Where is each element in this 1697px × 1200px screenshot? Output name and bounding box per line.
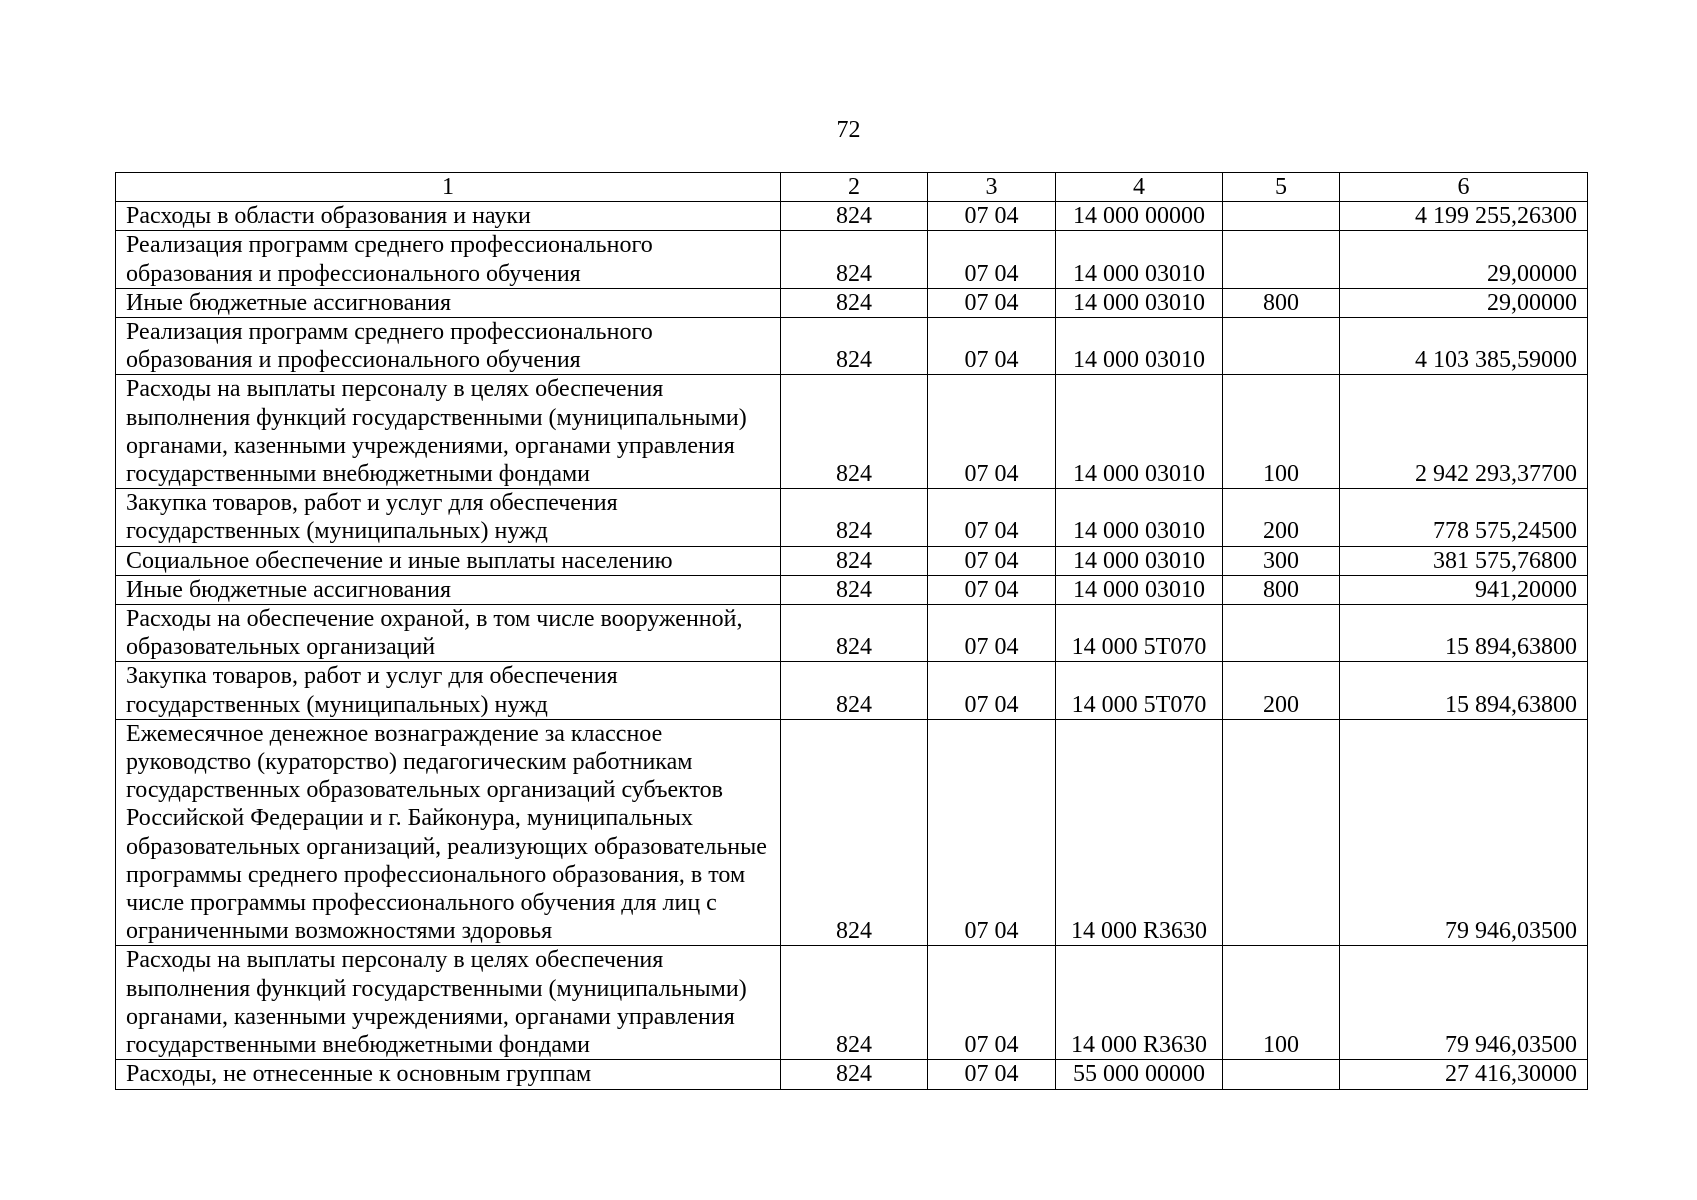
row-article: 14 000 03010 [1056,546,1223,575]
row-code: 824 [781,546,928,575]
row-amount: 79 946,03500 [1340,946,1588,1060]
row-article: 14 000 R3630 [1056,946,1223,1060]
table-row [116,288,1588,317]
row-section: 07 04 [928,605,1056,662]
row-section: 07 04 [928,375,1056,489]
row-name: Ежемесячное денежное вознаграждение за классное руководство (кураторство) педагогическим работникам государственных образовательных организаций субъектов Российской Федерации и г. Байконура, муниципальных образовательных организаций, реализующих образовательные программы среднего профессионального образования, в том числе программы профессионального обучения для лиц с ограниченными возможностями здоровья [116,719,781,946]
table-header-row [116,173,1588,202]
row-amount: 381 575,76800 [1340,546,1588,575]
row-amount: 2 942 293,37700 [1340,375,1588,489]
row-code: 824 [781,231,928,288]
row-type: 100 [1223,946,1340,1060]
row-article: 14 000 03010 [1056,575,1223,604]
column-header-code: 2 [781,173,928,202]
row-amount: 941,20000 [1340,575,1588,604]
row-type [1223,605,1340,662]
row-section: 07 04 [928,1060,1056,1089]
row-section: 07 04 [928,489,1056,546]
row-name: Реализация программ среднего профессионального образования и профессионального обучения [116,318,781,375]
row-amount: 29,00000 [1340,288,1588,317]
column-header-name: 1 [116,173,781,202]
row-type: 800 [1223,575,1340,604]
row-name: Иные бюджетные ассигнования [116,575,781,604]
table-row [116,946,1588,1060]
row-article: 14 000 5Т070 [1056,605,1223,662]
row-code: 824 [781,575,928,604]
row-amount: 4 199 255,26300 [1340,202,1588,231]
row-article: 14 000 00000 [1056,202,1223,231]
row-code: 824 [781,1060,928,1089]
row-type: 300 [1223,546,1340,575]
column-header-type: 5 [1223,173,1340,202]
row-name: Расходы на выплаты персоналу в целях обеспечения выполнения функций государственными (муниципальными) органами, казенными учреждениями, органами управления государственными внебюджетными фондами [116,946,781,1060]
row-type [1223,719,1340,946]
row-code: 824 [781,318,928,375]
row-amount: 79 946,03500 [1340,719,1588,946]
row-amount: 4 103 385,59000 [1340,318,1588,375]
table-row [116,231,1588,288]
row-amount: 15 894,63800 [1340,662,1588,719]
row-amount: 27 416,30000 [1340,1060,1588,1089]
row-section: 07 04 [928,318,1056,375]
row-name: Закупка товаров, работ и услуг для обеспечения государственных (муниципальных) нужд [116,662,781,719]
row-article: 14 000 5Т070 [1056,662,1223,719]
row-code: 824 [781,489,928,546]
row-name: Расходы, не отнесенные к основным группам [116,1060,781,1089]
row-section: 07 04 [928,231,1056,288]
row-code: 824 [781,288,928,317]
row-section: 07 04 [928,202,1056,231]
row-article: 14 000 03010 [1056,231,1223,288]
row-type [1223,1060,1340,1089]
row-section: 07 04 [928,288,1056,317]
row-code: 824 [781,946,928,1060]
table-row [116,1060,1588,1089]
row-type: 200 [1223,662,1340,719]
row-name: Иные бюджетные ассигнования [116,288,781,317]
row-amount: 15 894,63800 [1340,605,1588,662]
row-code: 824 [781,719,928,946]
table-row [116,546,1588,575]
table-row [116,375,1588,489]
row-code: 824 [781,202,928,231]
row-article: 14 000 03010 [1056,318,1223,375]
row-type [1223,318,1340,375]
row-type [1223,231,1340,288]
row-section: 07 04 [928,575,1056,604]
row-name: Социальное обеспечение и иные выплаты населению [116,546,781,575]
table-row [116,662,1588,719]
row-code: 824 [781,375,928,489]
row-section: 07 04 [928,946,1056,1060]
row-name: Закупка товаров, работ и услуг для обеспечения государственных (муниципальных) нужд [116,489,781,546]
column-header-section: 3 [928,173,1056,202]
column-header-amount: 6 [1340,173,1588,202]
table-row [116,575,1588,604]
budget-table [115,172,1588,1090]
row-article: 55 000 00000 [1056,1060,1223,1089]
row-name: Расходы в области образования и науки [116,202,781,231]
column-header-article: 4 [1056,173,1223,202]
row-section: 07 04 [928,719,1056,946]
row-section: 07 04 [928,662,1056,719]
row-article: 14 000 03010 [1056,288,1223,317]
table-row [116,202,1588,231]
row-type: 100 [1223,375,1340,489]
row-article: 14 000 03010 [1056,489,1223,546]
row-type [1223,202,1340,231]
row-amount: 778 575,24500 [1340,489,1588,546]
row-type: 200 [1223,489,1340,546]
row-section: 07 04 [928,546,1056,575]
row-type: 800 [1223,288,1340,317]
row-name: Расходы на выплаты персоналу в целях обеспечения выполнения функций государственными (муниципальными) органами, казенными учреждениями, органами управления государственными внебюджетными фондами [116,375,781,489]
row-article: 14 000 03010 [1056,375,1223,489]
row-code: 824 [781,662,928,719]
row-amount: 29,00000 [1340,231,1588,288]
row-name: Реализация программ среднего профессионального образования и профессионального обучения [116,231,781,288]
row-article: 14 000 R3630 [1056,719,1223,946]
row-name: Расходы на обеспечение охраной, в том числе вооруженной, образовательных организаций [116,605,781,662]
row-code: 824 [781,605,928,662]
page-number: 72 [836,117,861,143]
table-row [116,605,1588,662]
table-row [116,719,1588,946]
table-row [116,318,1588,375]
table-row [116,489,1588,546]
